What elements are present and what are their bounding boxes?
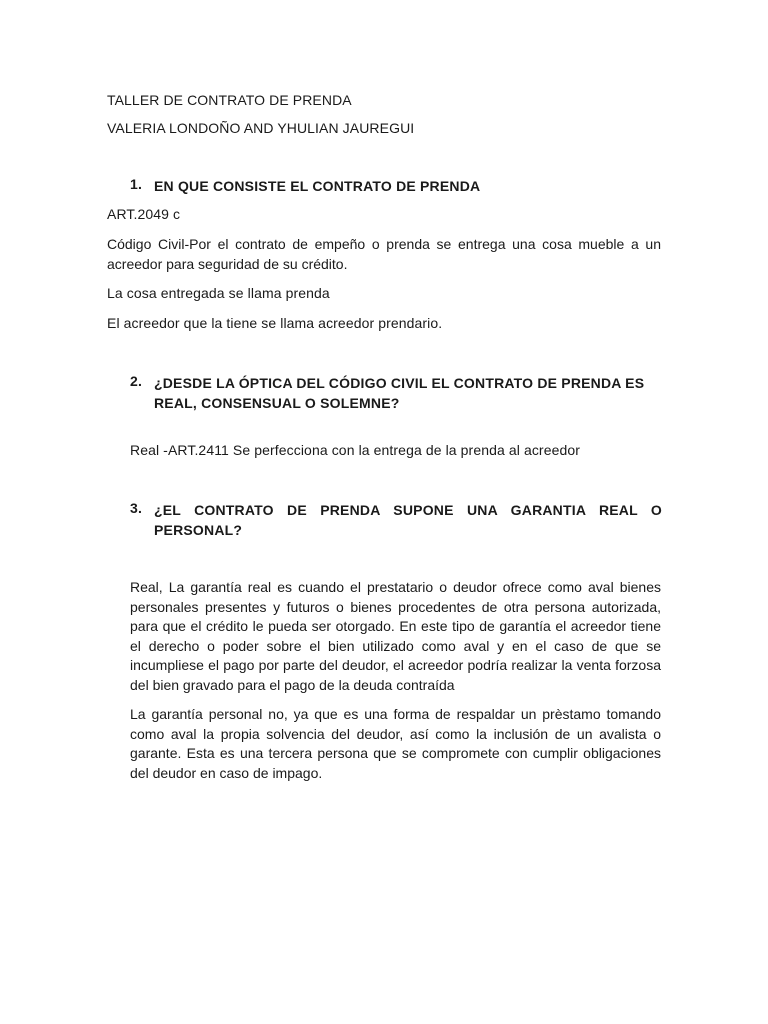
question-1 — [130, 176, 670, 198]
question-3-text: ¿EL CONTRATO DE PRENDA SUPONE UNA GARANTIA REAL O PERSONAL? — [154, 502, 662, 538]
question-3-number: 3. — [130, 500, 143, 516]
question-1-number: 1. — [130, 176, 143, 192]
answer-1-paragraph-3: El acreedor que la tiene se llama acreedor prendario. — [107, 315, 443, 331]
answer-1-paragraph-1: Código Civil-Por el contrato de empeño o prenda se entrega una cosa mueble a un acreedor para seguridad de su crédito. — [107, 236, 661, 272]
question-2 — [130, 373, 662, 415]
answer-1-paragraph-2: La cosa entregada se llama prenda — [107, 285, 330, 301]
document-authors: VALERIA LONDOÑO AND YHULIAN JAUREGUI — [107, 120, 415, 136]
answer-2: Real -ART.2411 Se perfecciona con la entrega de la prenda al acreedor — [130, 442, 580, 458]
question-2-number: 2. — [130, 373, 143, 389]
question-3 — [130, 500, 662, 542]
article-reference: ART.2049 c — [107, 206, 181, 222]
document-title: TALLER DE CONTRATO DE PRENDA — [107, 92, 352, 108]
question-2-text: ¿DESDE LA ÓPTICA DEL CÓDIGO CIVIL EL CONTRATO DE PRENDA ES REAL, CONSENSUAL O SOLEMNE? — [154, 375, 645, 411]
answer-3-paragraph-1: Real, La garantía real es cuando el prestatario o deudor ofrece como aval bienes personales presentes y futuros o bienes procedentes de otra persona autorizada, para que el crédito le pueda ser otorgado. En este tipo de garantía el acreedor tiene el derecho o poder sobre el bien utilizado como aval y en el caso de que se incumpliese el pago por parte del deudor, el acreedor podría realizar la venta forzosa del bien gravado para el pago de la deuda contraída — [130, 579, 661, 693]
question-1-text: EN QUE CONSISTE EL CONTRATO DE PRENDA — [154, 178, 481, 194]
answer-3-paragraph-2: La garantía personal no, ya que es una forma de respaldar un prèstamo tomando como aval la propia solvencia del deudor, así como la inclusión de un avalista o garante. Esta es una tercera persona que se compromete con cumplir obligaciones del deudor en caso de impago. — [130, 706, 661, 781]
